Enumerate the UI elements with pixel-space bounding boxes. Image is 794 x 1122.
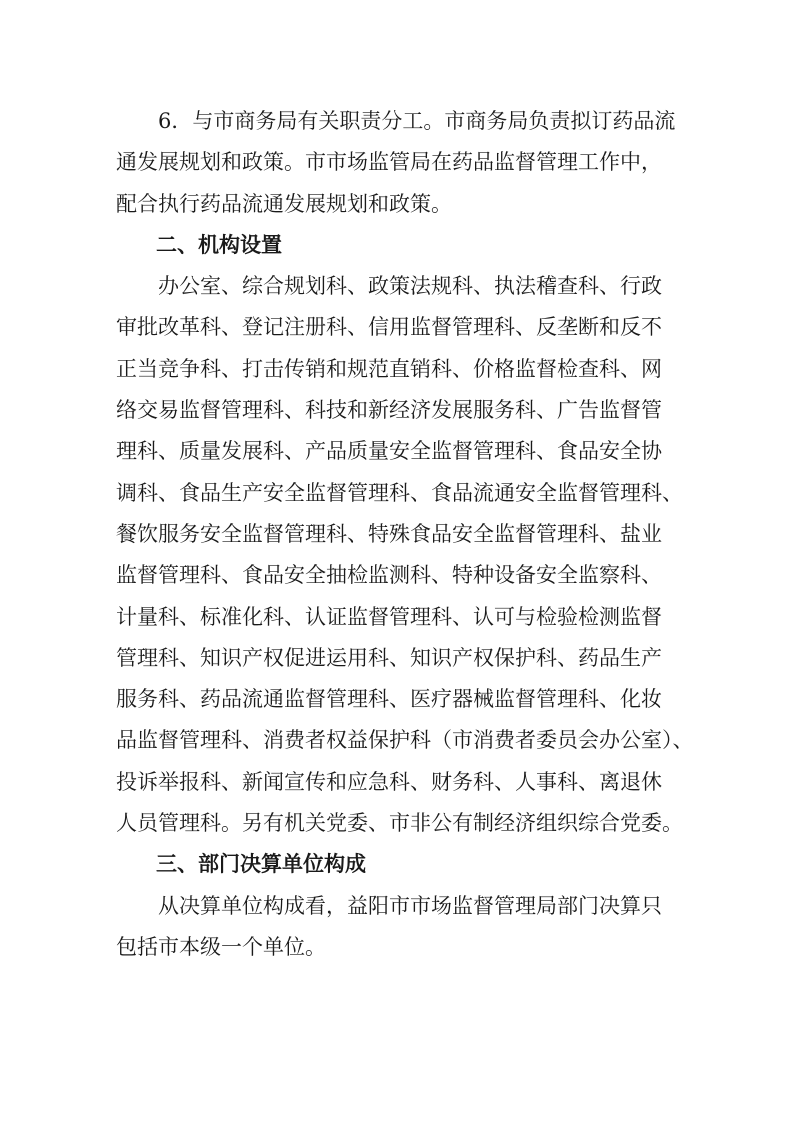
- paragraph-6-line-3: [0, 184, 794, 225]
- text-line: 正当竞争科、打击传销和规范直销科、价格监督检查科、网: [116, 356, 662, 381]
- text-line: 计量科、标准化科、认证监督管理科、认可与检验检测监督: [116, 604, 662, 629]
- section-2-line-11: [0, 679, 794, 720]
- text-line: 办公室、综合规划科、政策法规科、执法稽查科、行政: [158, 274, 662, 299]
- section-2-line-3: [0, 349, 794, 390]
- text-line: 从决算单位构成看，益阳市市场监督管理局部门决算只: [158, 893, 662, 918]
- section-heading: 二、机构设置: [156, 232, 282, 257]
- text-line: 调科、食品生产安全监督管理科、食品流通安全监督管理科、: [116, 480, 683, 505]
- text-line: 管理科、知识产权促进运用科、知识产权保护科、药品生产: [116, 645, 662, 670]
- paragraph-6-line-2: [0, 142, 794, 183]
- section-2-line-10: [0, 638, 794, 679]
- section-2-line-6: [0, 473, 794, 514]
- section-2-line-2: [0, 307, 794, 348]
- section-2-line-14: [0, 803, 794, 844]
- text-line: 人员管理科。另有机关党委、市非公有制经济组织综合党委。: [116, 811, 683, 836]
- text-line: 通发展规划和政策。市市场监管局在药品监督管理工作中，: [116, 150, 662, 175]
- section-2-line-13: [0, 762, 794, 803]
- section-3-line-1: [0, 886, 794, 927]
- section-2-line-9: [0, 597, 794, 638]
- section-2-heading-row: [0, 225, 794, 266]
- text-line: 理科、质量发展科、产品质量安全监督管理科、食品安全协: [116, 439, 662, 464]
- text-line: 服务科、药品流通监督管理科、医疗器械监督管理科、化妆: [116, 687, 662, 712]
- section-3-line-2: [0, 927, 794, 968]
- section-2-line-7: [0, 514, 794, 555]
- paragraph-6-line-1: [0, 101, 794, 142]
- text-line: 络交易监督管理科、科技和新经济发展服务科、广告监督管: [116, 398, 662, 423]
- section-2-line-4: [0, 390, 794, 431]
- section-heading: 三、部门决算单位构成: [156, 852, 366, 877]
- text-line: 品监督管理科、消费者权益保护科（市消费者委员会办公室）、: [116, 728, 694, 753]
- text-line: 投诉举报科、新闻宣传和应急科、财务科、人事科、离退休: [116, 769, 662, 794]
- text-line: 包括市本级一个单位。: [116, 934, 326, 959]
- section-2-line-12: [0, 720, 794, 761]
- text-line: 审批改革科、登记注册科、信用监督管理科、反垄断和反不: [116, 315, 662, 340]
- section-3-heading-row: [0, 844, 794, 885]
- text-line: 6．与市商务局有关职责分工。市商务局负责拟订药品流: [158, 109, 676, 133]
- section-2-line-5: [0, 431, 794, 472]
- text-line: 监督管理科、食品安全抽检监测科、特种设备安全监察科、: [116, 563, 662, 588]
- text-line: 配合执行药品流通发展规划和政策。: [116, 191, 452, 216]
- text-line: 餐饮服务安全监督管理科、特殊食品安全监督管理科、盐业: [116, 521, 662, 546]
- section-2-line-1: [0, 266, 794, 307]
- section-2-line-8: [0, 555, 794, 596]
